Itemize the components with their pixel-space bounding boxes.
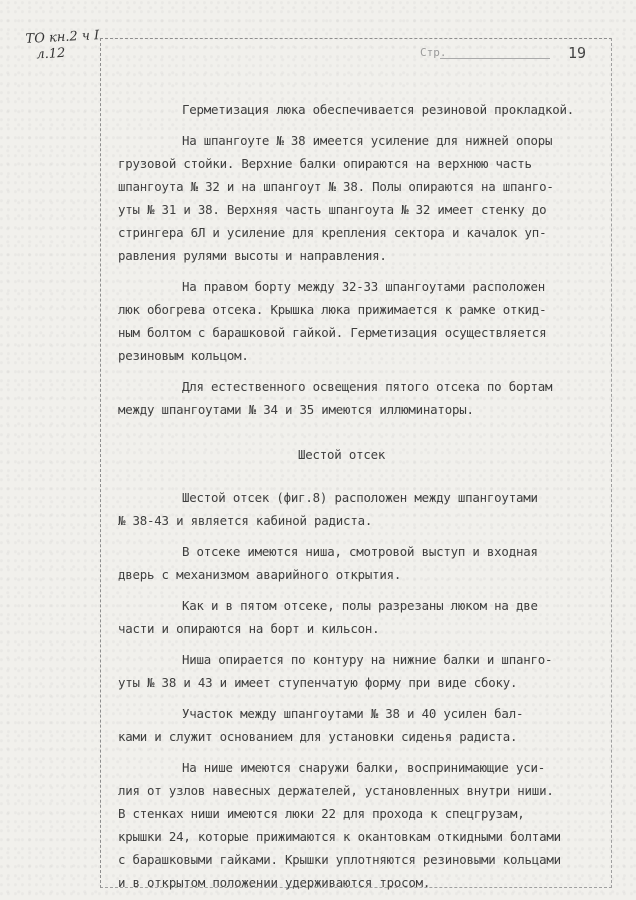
- paragraph: [118, 275, 606, 367]
- text-line: На правом борту между 32-33 шпангоутами расположен: [182, 279, 545, 294]
- page-label: Стр.: [420, 46, 447, 59]
- text-line: В стенках ниши имеются люки 22 для прохода к спецгрузам,: [118, 806, 525, 821]
- stamp-line-1: ТО кн.2 ч I: [25, 28, 100, 47]
- text-line: с барашковыми гайками. Крышки уплотняются резиновыми кольцами: [118, 852, 561, 867]
- text-line: ками и служит основанием для установки сиденья радиста.: [118, 729, 518, 744]
- text-line: люк обогрева отсека. Крышка люка прижимается к рамке откид-: [118, 302, 547, 317]
- text-line: уты № 38 и 43 и имеет ступенчатую форму при виде сбоку.: [118, 675, 518, 690]
- section-heading: Шестой отсек: [298, 447, 386, 462]
- text-line: дверь с механизмом аварийного открытия.: [118, 567, 402, 582]
- text-line: лия от узлов навесных держателей, установленных внутри ниши.: [118, 783, 554, 798]
- text-line: стрингера 6Л и усиление для крепления сектора и качалок уп-: [118, 225, 547, 240]
- text-line: Участок между шпангоутами № 38 и 40 усилен бал-: [182, 706, 524, 721]
- text-line: Шестой отсек (фиг.8) расположен между шпангоутами: [182, 490, 538, 505]
- paragraph: [118, 129, 606, 267]
- text-line: На нише имеются снаружи балки, воспринимающие уси-: [182, 760, 545, 775]
- paragraph: [118, 486, 606, 532]
- archive-stamp: [25, 28, 100, 64]
- text-line: уты № 31 и 38. Верхняя часть шпангоута № 32 имеет стенку до: [118, 202, 547, 217]
- text-line: На шпангоуте № 38 имеется усиление для нижней опоры: [182, 133, 553, 148]
- page-number: 19: [568, 44, 587, 62]
- text-line: Как и в пятом отсеке, полы разрезаны люком на две: [182, 598, 538, 613]
- text-line: резиновым кольцом.: [118, 348, 249, 363]
- page-header: [420, 44, 600, 64]
- body-text: [118, 98, 606, 894]
- paragraph: [118, 375, 606, 421]
- text-line: грузовой стойки. Верхние балки опираются на верхнюю часть: [118, 156, 532, 171]
- text-line: части и опираются на борт и кильсон.: [118, 621, 380, 636]
- paragraph: [118, 540, 606, 586]
- paragraph: [118, 756, 606, 894]
- text-line: между шпангоутами № 34 и 35 имеются иллюминаторы.: [118, 402, 474, 417]
- text-line: равления рулями высоты и направления.: [118, 248, 387, 263]
- text-line: шпангоута № 32 и на шпангоут № 38. Полы опираются на шпанго-: [118, 179, 554, 194]
- page-label-underline: [440, 58, 550, 59]
- text-line: Герметизация люка обеспечивается резиновой прокладкой.: [182, 102, 575, 117]
- stamp-line-2: л.12: [36, 45, 66, 63]
- paragraph: [118, 648, 606, 694]
- text-line: Ниша опирается по контуру на нижние балки и шпанго-: [182, 652, 553, 667]
- paragraph: [118, 98, 606, 121]
- text-line: Для естественного освещения пятого отсека по бортам: [182, 379, 553, 394]
- paragraph: [118, 702, 606, 748]
- text-line: В отсеке имеются ниша, смотровой выступ и входная: [182, 544, 538, 559]
- text-line: и в открытом положении удерживаются тросом.: [118, 875, 431, 890]
- text-line: № 38-43 и является кабиной радиста.: [118, 513, 373, 528]
- text-line: крышки 24, которые прижимаются к окантовкам откидными болтами: [118, 829, 561, 844]
- text-line: ным болтом с барашковой гайкой. Герметизация осуществляется: [118, 325, 547, 340]
- paragraph: [118, 594, 606, 640]
